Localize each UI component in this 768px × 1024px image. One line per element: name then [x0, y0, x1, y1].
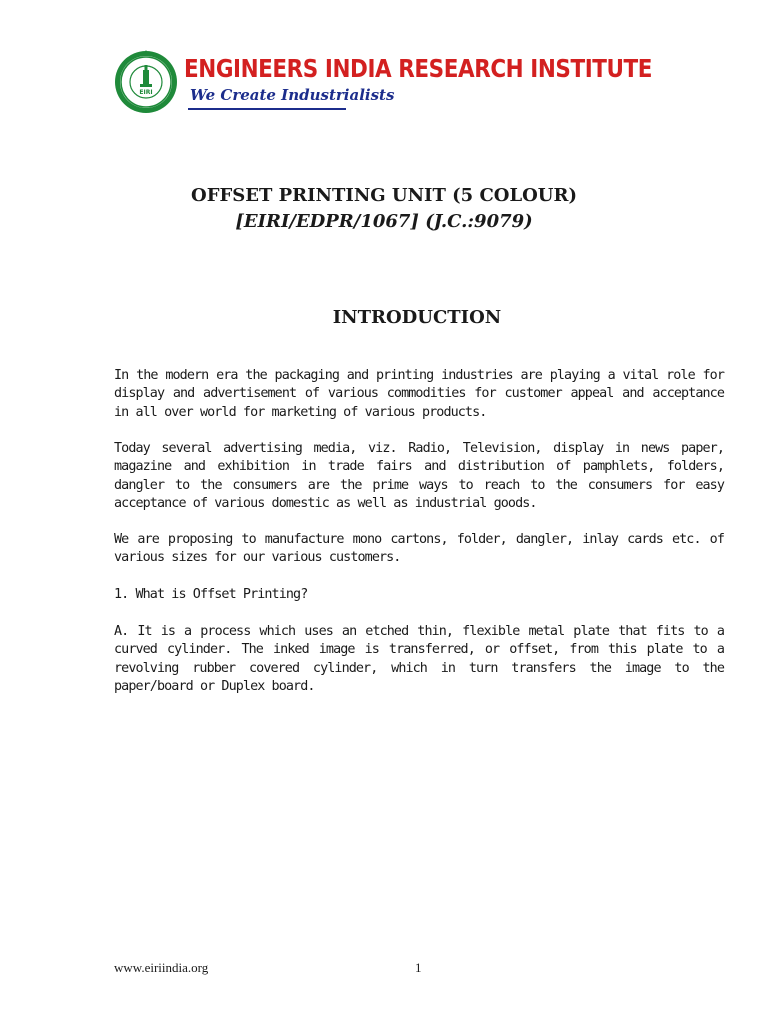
- letterhead: [114, 48, 653, 118]
- footer-website: www.eiriindia.org: [114, 960, 209, 975]
- document-title: OFFSET PRINTING UNIT (5 COLOUR): [191, 185, 577, 206]
- tagline-underline: [188, 108, 346, 110]
- seal-center-text: EIRI: [139, 89, 153, 96]
- paragraph: We are proposing to manufacture mono cartons, folder, dangler, inlay cards etc. of various sizes for our various customers.: [114, 532, 724, 566]
- question-heading: 1. What is Offset Printing?: [114, 587, 308, 602]
- institute-seal-logo: [114, 50, 178, 114]
- section-heading: INTRODUCTION: [332, 307, 502, 328]
- tagline: We Create Industrialists: [190, 86, 395, 104]
- paragraph: Today several advertising media, viz. Radio, Television, display in news paper, magazine and exhibition in trade fairs and distribution of pamphlets, folders, dangler to the consumers are the prime ways to reach to the consumers for easy acceptance of various domestic as well as industrial goods.: [114, 441, 724, 511]
- paragraph: In the modern era the packaging and printing industries are playing a vital role for display and advertisement of various commodities for customer appeal and acceptance in all over world for marketing of various products.: [114, 368, 724, 420]
- paragraph: A. It is a process which uses an etched thin, flexible metal plate that fits to a curved cylinder. The inked image is transferred, or offset, from this plate to a revolving rubber covered cylinder, which in turn transfers the image to the paper/board or Duplex board.: [114, 624, 724, 694]
- page-number: 1: [415, 960, 422, 975]
- document-reference: [EIRI/EDPR/1067] (J.C.:9079): [235, 211, 533, 232]
- organization-name: ENGINEERS INDIA RESEARCH INSTITUTE: [184, 54, 653, 83]
